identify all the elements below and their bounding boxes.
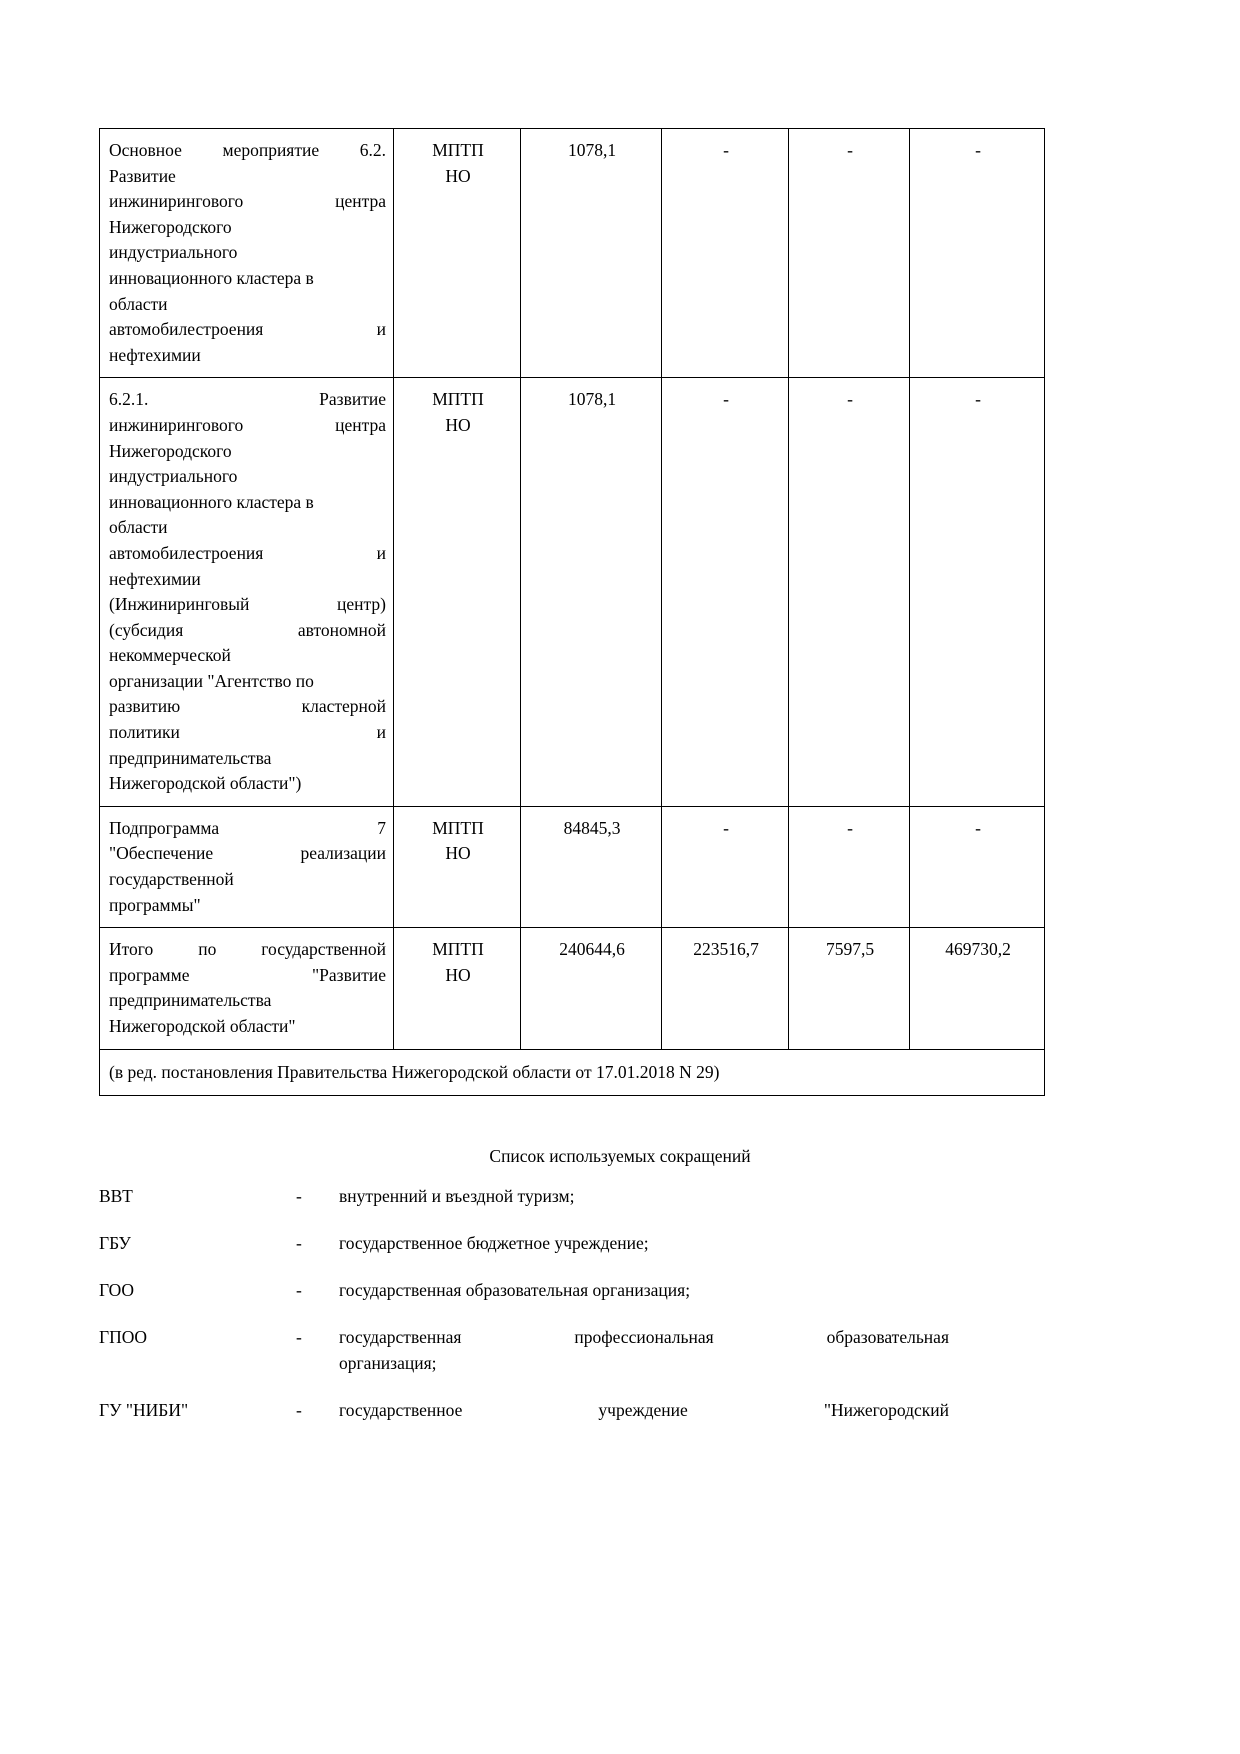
row-name-line: "Обеспечение реализации xyxy=(109,843,386,864)
row-value-4: 469730,2 xyxy=(910,928,1045,1049)
row-value-3: - xyxy=(789,129,910,378)
definition-line: организация; xyxy=(339,1353,437,1373)
row-value-1: 84845,3 xyxy=(521,806,662,927)
row-value-2: - xyxy=(662,806,789,927)
abbreviations-heading: Список используемых сокращений xyxy=(489,1146,751,1166)
executor-line: МПТП xyxy=(432,140,484,160)
separator-dash: - xyxy=(296,1280,302,1300)
row-value-4: - xyxy=(910,378,1045,807)
abbreviation-key: ГУ "НИБИ" xyxy=(99,1400,189,1420)
row-executor-cell xyxy=(394,129,521,378)
executor-line: НО xyxy=(445,964,471,985)
executor-line: МПТП xyxy=(432,939,484,960)
definition-line: государственное учреждение "Нижегородский xyxy=(339,1400,949,1420)
row-value-1: 1078,1 xyxy=(521,378,662,807)
row-name-line: политики и xyxy=(109,722,386,743)
table-row-total xyxy=(100,928,1045,1049)
row-name-line: нефтехимии xyxy=(109,568,201,589)
executor-line: НО xyxy=(445,414,471,435)
row-name-line: автомобилестроения и xyxy=(109,319,386,340)
row-value-2: - xyxy=(662,378,789,807)
list-item xyxy=(99,1183,949,1209)
abbreviation-definition xyxy=(339,1230,949,1256)
row-name-line: Основное мероприятие 6.2. xyxy=(109,140,386,160)
abbreviation-definition xyxy=(339,1397,949,1423)
row-name-line: автомобилестроения и xyxy=(109,542,386,563)
row-name-line: Нижегородского xyxy=(109,216,232,237)
row-name-line: (субсидия автономной xyxy=(109,619,386,640)
abbreviation-key: ВВТ xyxy=(99,1186,133,1206)
amendment-note: (в ред. постановления Правительства Нижегородской области от 17.01.2018 N 29) xyxy=(100,1049,1045,1096)
row-name-line: Развитие xyxy=(109,165,176,186)
row-name-line: инновационного кластера в xyxy=(109,267,314,288)
row-value-1: 1078,1 xyxy=(521,129,662,378)
row-name-cell xyxy=(100,806,394,927)
row-name-cell xyxy=(100,928,394,1049)
row-value-4: - xyxy=(910,129,1045,378)
row-name-line: некоммерческой xyxy=(109,645,231,666)
table-row xyxy=(100,378,1045,807)
row-name-line: Подпрограмма 7 xyxy=(109,817,386,838)
row-name-line: области xyxy=(109,293,168,314)
row-name-line: государственной xyxy=(109,869,234,890)
row-name-line: Нижегородского xyxy=(109,440,232,461)
row-executor-cell xyxy=(394,928,521,1049)
definition-line: внутренний и въездной туризм; xyxy=(339,1186,575,1206)
row-name-line: инжинирингового центра xyxy=(109,191,386,212)
row-name-line: программы" xyxy=(109,894,201,915)
row-name-line: Нижегородской области" xyxy=(109,1016,296,1036)
row-value-3: - xyxy=(789,378,910,807)
row-name-line: инжинирингового центра xyxy=(109,414,386,435)
separator-dash: - xyxy=(296,1400,302,1420)
row-value-2: 223516,7 xyxy=(662,928,789,1049)
row-value-1: 240644,6 xyxy=(521,928,662,1049)
row-executor-cell xyxy=(394,806,521,927)
list-item xyxy=(99,1324,949,1376)
row-value-3: - xyxy=(789,806,910,927)
row-name-line: 6.2.1. Развитие xyxy=(109,389,386,410)
row-executor-cell xyxy=(394,378,521,807)
list-item xyxy=(99,1230,949,1256)
budget-table-container xyxy=(99,128,1011,1096)
table-footnote-row xyxy=(100,1049,1045,1096)
row-name-cell xyxy=(100,378,394,807)
row-name-line: индустриального xyxy=(109,242,238,263)
row-name-line: нефтехимии xyxy=(109,344,201,365)
abbreviation-definition xyxy=(339,1183,949,1209)
row-name-line: организации "Агентство по xyxy=(109,670,314,691)
abbreviation-definition xyxy=(339,1324,949,1376)
list-item xyxy=(99,1277,949,1303)
row-name-line: области xyxy=(109,517,168,538)
row-value-4: - xyxy=(910,806,1045,927)
definition-line: государственная профессиональная образовательная xyxy=(339,1327,949,1347)
row-name-line: программе "Развитие xyxy=(109,964,386,985)
abbreviation-key: ГПОО xyxy=(99,1327,148,1347)
row-name-line: предпринимательства xyxy=(109,990,272,1011)
row-name-line: Нижегородской области") xyxy=(109,773,302,794)
row-name-cell xyxy=(100,129,394,378)
definition-line: государственная образовательная организация; xyxy=(339,1280,691,1300)
abbreviations-list xyxy=(99,1183,949,1444)
list-item xyxy=(99,1397,949,1423)
abbreviation-definition xyxy=(339,1277,949,1303)
row-name-line: инновационного кластера в xyxy=(109,491,314,512)
budget-table-body xyxy=(100,129,1045,1096)
executor-line: МПТП xyxy=(432,389,484,410)
definition-line: государственное бюджетное учреждение; xyxy=(339,1233,649,1253)
row-name-line: предпринимательства xyxy=(109,747,272,768)
row-value-2: - xyxy=(662,129,789,378)
abbreviation-key: ГОО xyxy=(99,1280,134,1300)
separator-dash: - xyxy=(296,1186,302,1206)
executor-line: НО xyxy=(445,843,471,864)
table-row xyxy=(100,129,1045,378)
executor-line: МПТП xyxy=(432,817,484,838)
table-row xyxy=(100,806,1045,927)
separator-dash: - xyxy=(296,1327,302,1347)
separator-dash: - xyxy=(296,1233,302,1253)
row-name-line: индустриального xyxy=(109,466,238,487)
budget-table xyxy=(99,128,1045,1096)
row-name-line: (Инжиниринговый центр) xyxy=(109,594,386,615)
executor-line: НО xyxy=(445,165,471,186)
row-name-line: Итого по государственной xyxy=(109,939,386,960)
row-name-line: развитию кластерной xyxy=(109,696,386,717)
row-value-3: 7597,5 xyxy=(789,928,910,1049)
abbreviation-key: ГБУ xyxy=(99,1233,131,1253)
